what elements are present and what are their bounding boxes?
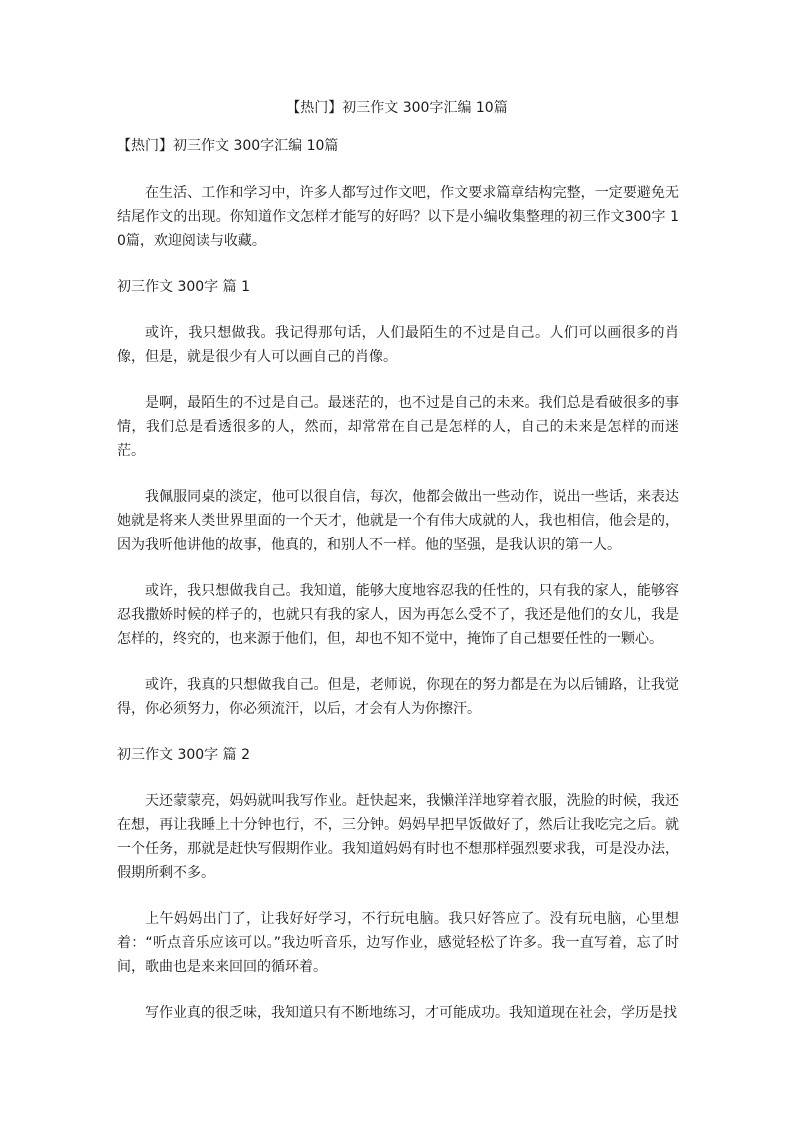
section-heading-2: 初三作文 300字 篇 2 <box>117 747 250 763</box>
paragraph: 天还蒙蒙亮，妈妈就叫我写作业。赶快起来，我懒洋洋地穿着衣服，洗脸的时候，我还在想，再让我睡上十分钟也行，不，三分钟。妈妈早把早饭做好了，然后让我吃完之后。就一个任务，那就是赶快写假期作业。我知道妈妈有时也不想那样强烈要求我，可是没办法，假期所剩不多。 <box>117 793 679 881</box>
paragraph: 或许，我只想做我。我记得那句话，人们最陌生的不过是自己。人们可以画很多的肖像，但是，就是很少有人可以画自己的肖像。 <box>117 325 679 365</box>
paragraph: 写作业真的很乏味，我知道只有不断地练习，才可能成功。我知道现在社会，学历是找 <box>145 1005 677 1021</box>
document-title: 【热门】初三作文 300字汇编 10篇 <box>286 100 508 116</box>
section-heading-1: 初三作文 300字 篇 1 <box>117 279 250 295</box>
paragraph: 上午妈妈出门了，让我好好学习，不行玩电脑。我只好答应了。没有玩电脑，心里想着：“听点音乐应该可以。”我边听音乐，边写作业，感觉轻松了许多。我一直写着，忘了时间，歌曲也是来来回回的循环着。 <box>117 911 679 975</box>
paragraph: 是啊，最陌生的不过是自己。最迷茫的，也不过是自己的未来。我们总是看破很多的事情，我们总是看透很多的人，然而，却常常在自己是怎样的人，自己的未来是怎样的而迷茫。 <box>117 395 679 459</box>
paragraph: 我佩服同桌的淡定，他可以很自信，每次，他都会做出一些动作，说出一些话，来表达她就是将来人类世界里面的一个天才，他就是一个有伟大成就的人，我也相信，他会是的，因为我听他讲他的故事，他真的，和别人不一样。他的坚强，是我认识的第一人。 <box>117 489 679 553</box>
intro-paragraph: 在生活、工作和学习中，许多人都写过作文吧，作文要求篇章结构完整，一定要避免无结尾作文的出现。你知道作文怎样才能写的好吗？以下是小编收集整理的初三作文300字 10篇，欢迎阅读与收藏。 <box>117 185 679 249</box>
paragraph: 或许，我只想做我自己。我知道，能够大度地容忍我的任性的，只有我的家人，能够容忍我撒娇时候的样子的，也就只有我的家人，因为再怎么受不了，我还是他们的女儿，我是怎样的，终究的，也来源于他们，但，却也不知不觉中，掩饰了自己想要任性的一颗心。 <box>117 583 679 647</box>
document-body <box>117 136 679 1047</box>
paragraph: 或许，我真的只想做我自己。但是，老师说，你现在的努力都是在为以后铺路，让我觉得，你必须努力，你必须流汗，以后，才会有人为你擦汗。 <box>117 677 679 717</box>
document-subtitle: 【热门】初三作文 300字汇编 10篇 <box>117 138 339 154</box>
